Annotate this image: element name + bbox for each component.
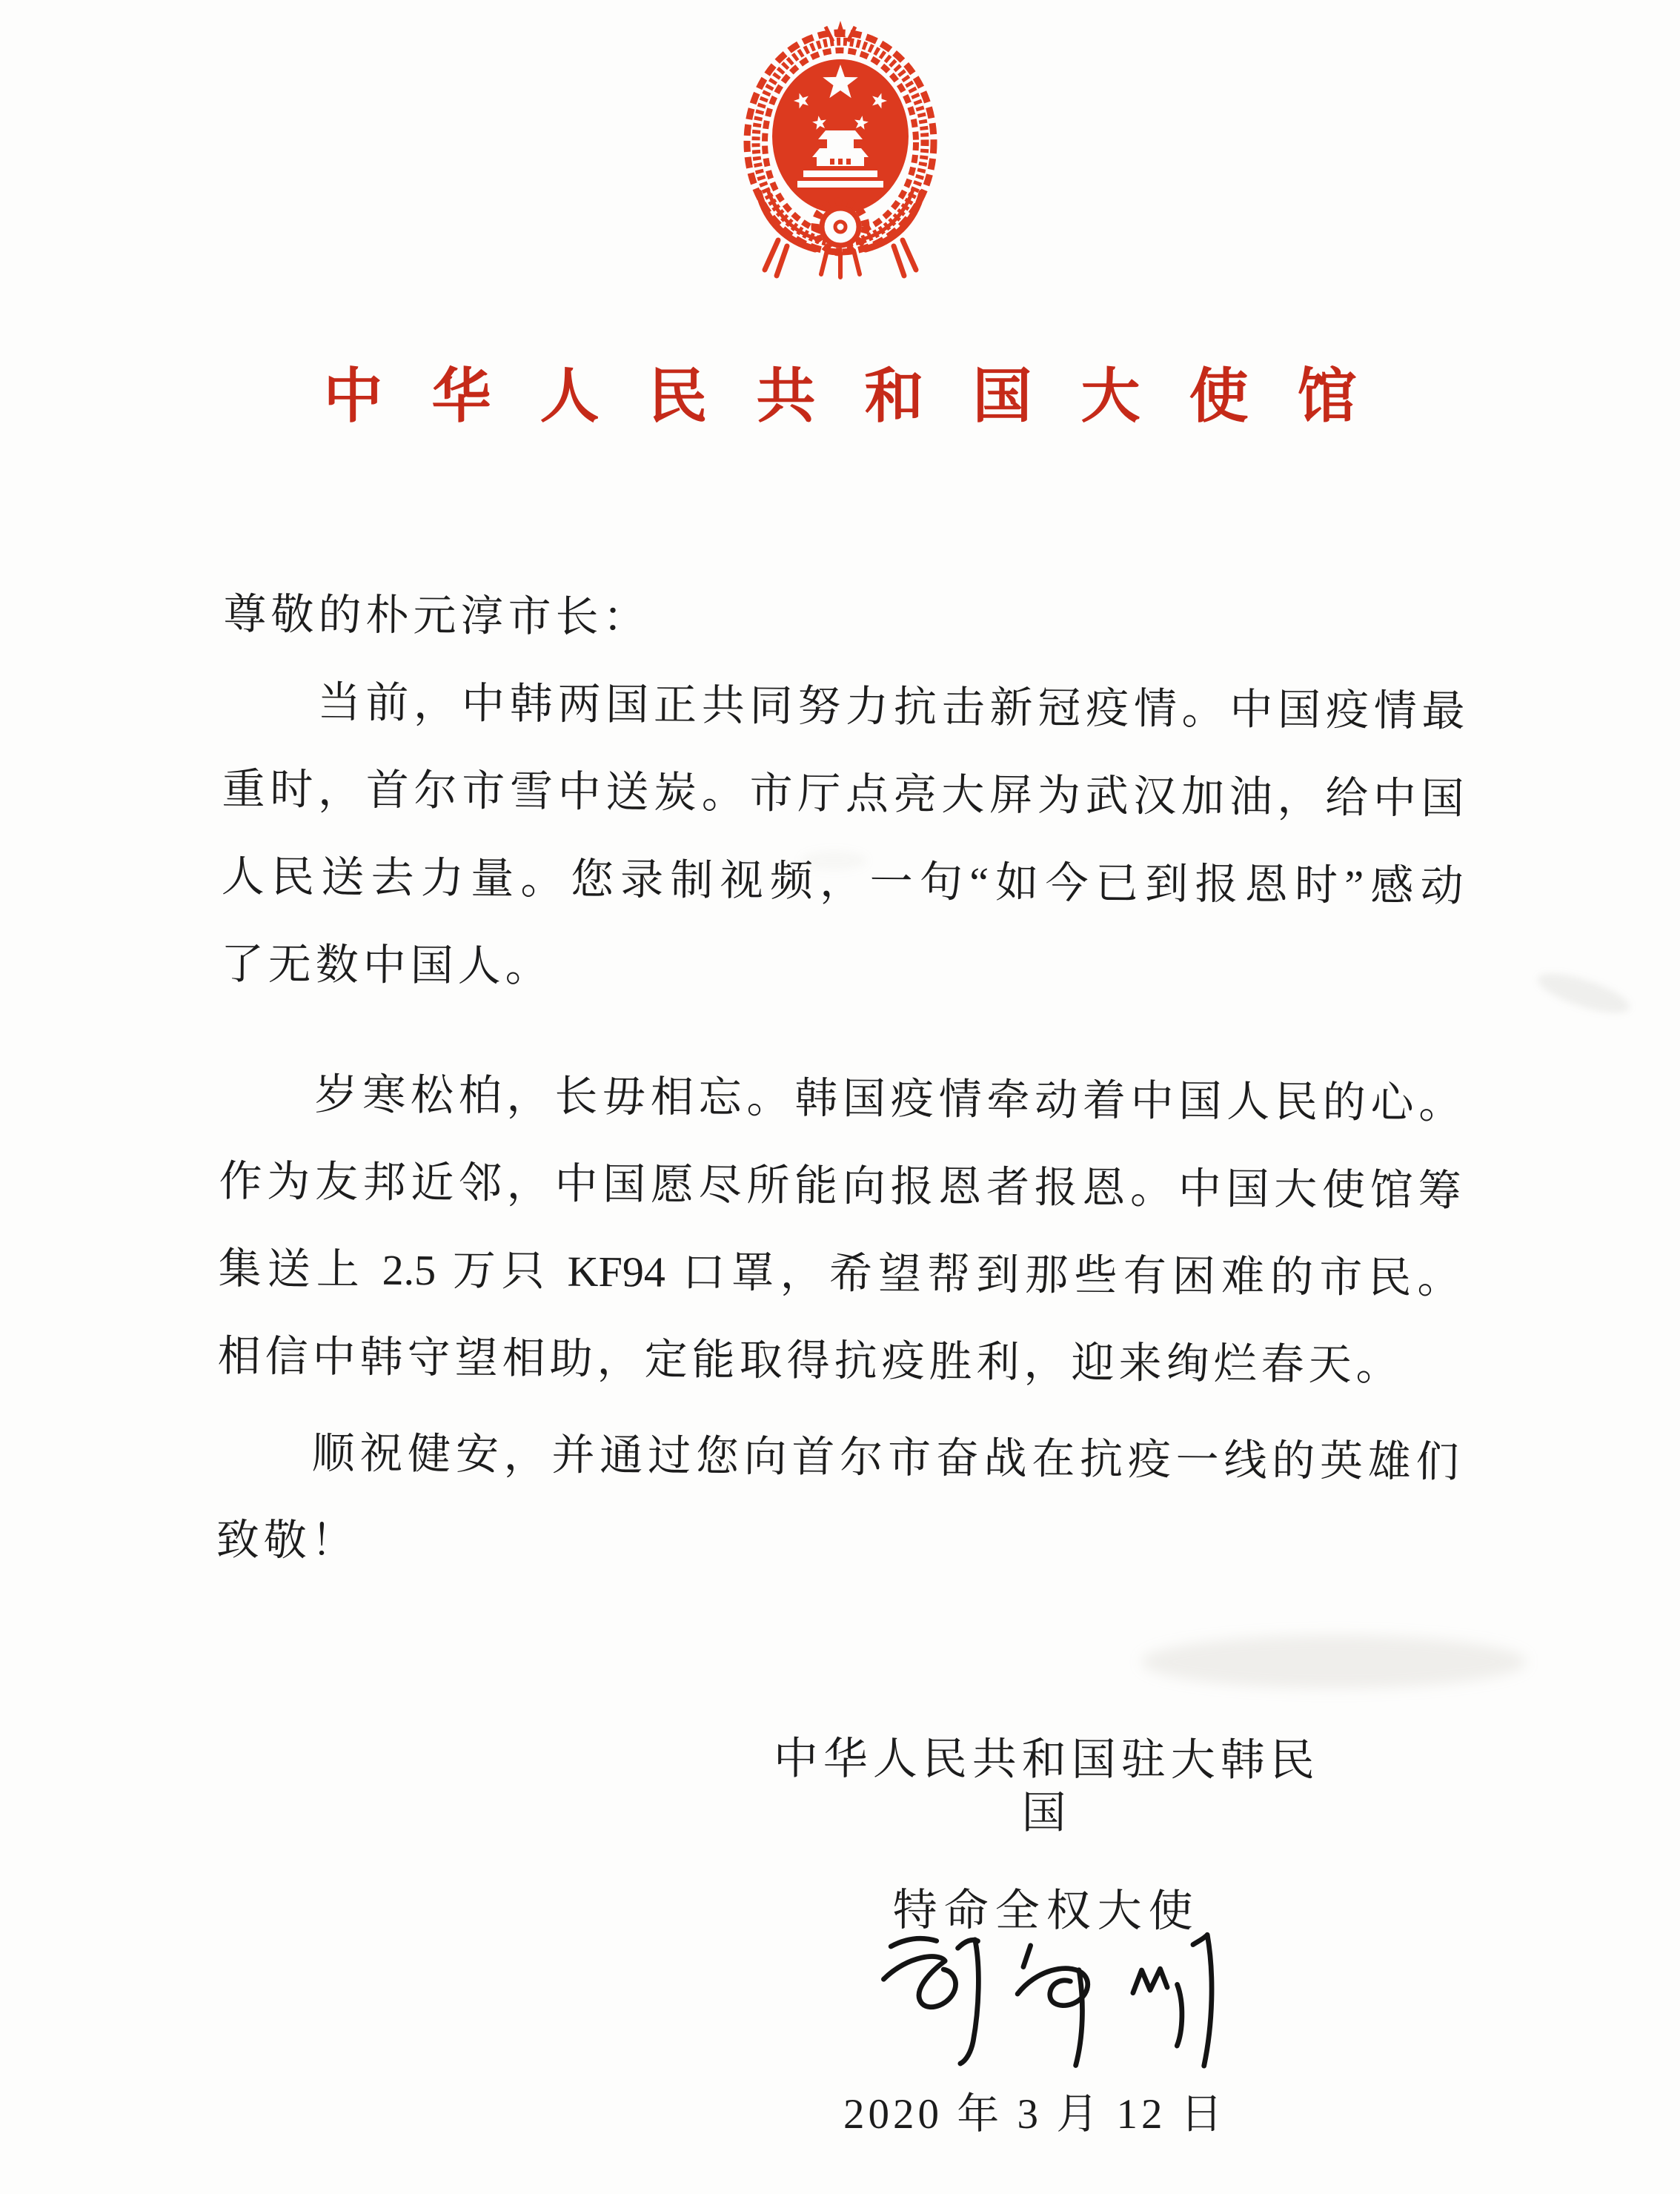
closing-title: 特命全权大使 [892,1886,1200,1936]
body-line: 当前，中韩两国正共同努力抗击新冠疫情。中国疫情最 [317,678,1465,736]
letterhead-title: 中华人民共和国大使馆 [323,365,1406,430]
body-line: 了无数中国人。 [220,939,554,991]
body-line: 人民送去力量。您录制视频，一句“如今已到报恩时”感动 [221,852,1464,911]
salutation-line: 尊敬的朴元淳市长： [223,589,651,642]
body-line: 顺祝健安，并通过您向首尔市奋战在抗疫一线的英雄们 [311,1428,1459,1487]
scan-smudge [1141,1635,1527,1688]
body-line: 作为友邦近邻，中国愿尽所能向报恩者报恩。中国大使馆筹 [219,1156,1461,1216]
scan-smudge [1534,966,1634,1021]
body-line: 致敬！ [216,1515,359,1565]
body-line: 重时，首尔市雪中送炭。市厅点亮大屏为武汉加油，给中国 [222,764,1464,823]
body-line: 集送上 2.5 万只 KF94 口罩，希望帮到那些有困难的市民。 [218,1244,1461,1303]
body-line: 相信中韩守望相助，定能取得抗疫胜利，迎来绚烂春天。 [217,1331,1404,1390]
ambassador-signature [871,1920,1242,2078]
body-line: 岁寒松柏，长毋相忘。韩国疫情牵动着中国人民的心。 [314,1070,1462,1128]
prc-national-emblem-icon [738,18,943,282]
letter-body [216,571,1466,1594]
closing-block [750,1732,1344,1939]
letter-date: 2020 年 3 月 12 日 [843,2091,1226,2138]
closing-organization: 中华人民共和国驻大韩民国 [773,1734,1320,1838]
